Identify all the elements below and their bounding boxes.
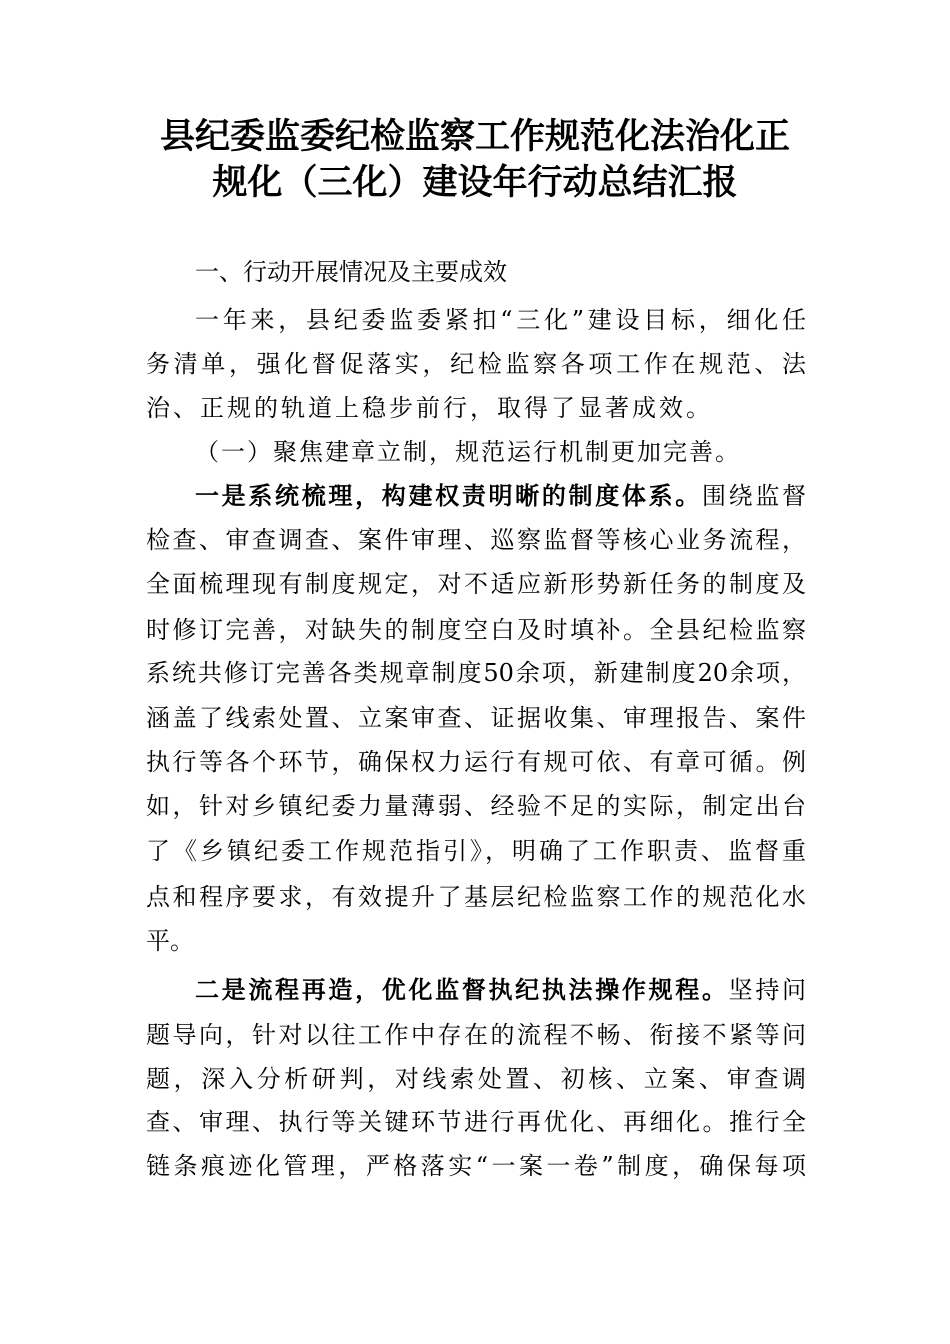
text-line: 链条痕迹化管理，严格落实“一案一卷”制度，确保每项 (146, 1152, 806, 1180)
text-line: 全面梳理现有制度规定，对不适应新形势新任务的制度及 (146, 570, 806, 598)
text-line: 题，深入分析研判，对线索处置、初核、立案、审查调 (146, 1065, 806, 1093)
text-line: 了《乡镇纪委工作规范指引》，明确了工作职责、监督重 (146, 837, 806, 865)
lead-bold: 二是流程再造，优化监督执纪执法操作规程。 (195, 975, 729, 1004)
text-line: 时修订完善，对缺失的制度空白及时填补。全县纪检监察 (146, 616, 806, 644)
text-line: 查、审理、执行等关键环节进行再优化、再细化。推行全 (146, 1108, 806, 1136)
text-line: 一年来，县纪委监委紧扣“三化”建设目标，细化任 (195, 306, 806, 334)
lead-rest: 围绕监督 (701, 482, 806, 510)
subheading: （一）聚焦建章立制，规范运行机制更加完善。 (195, 438, 741, 466)
section-heading: 一、行动开展情况及主要成效 (195, 258, 507, 286)
title-line-1: 县纪委监委纪检监察工作规范化法治化正 (159, 116, 790, 157)
text-line: 题导向，针对以往工作中存在的流程不畅、衔接不紧等问 (146, 1021, 806, 1049)
lead-line (195, 975, 806, 1005)
text-line: 如，针对乡镇纪委力量薄弱、经验不足的实际，制定出台 (146, 792, 806, 820)
lead-rest: 坚持问 (728, 976, 807, 1004)
text-line: 务清单，强化督促落实，纪检监察各项工作在规范、法 (146, 350, 806, 378)
title-line-2: 规化（三化）建设年行动总结汇报 (212, 162, 738, 203)
text-line: 点和程序要求，有效提升了基层纪检监察工作的规范化水 (146, 883, 806, 911)
lead-line (195, 481, 806, 511)
text-line: 涵盖了线索处置、立案审查、证据收集、审理报告、案件 (146, 704, 806, 732)
text-line: 检查、审查调查、案件审理、巡察监督等核心业务流程， (146, 526, 806, 554)
text-line: 平。 (146, 927, 194, 955)
text-line: 治、正规的轨道上稳步前行，取得了显著成效。 (146, 394, 713, 422)
text-line: 系统共修订完善各类规章制度50余项，新建制度20余项， (146, 659, 806, 687)
lead-bold: 一是系统梳理，构建权责明晰的制度体系。 (195, 481, 702, 510)
text-line: 执行等各个环节，确保权力运行有规可依、有章可循。例 (146, 748, 806, 776)
